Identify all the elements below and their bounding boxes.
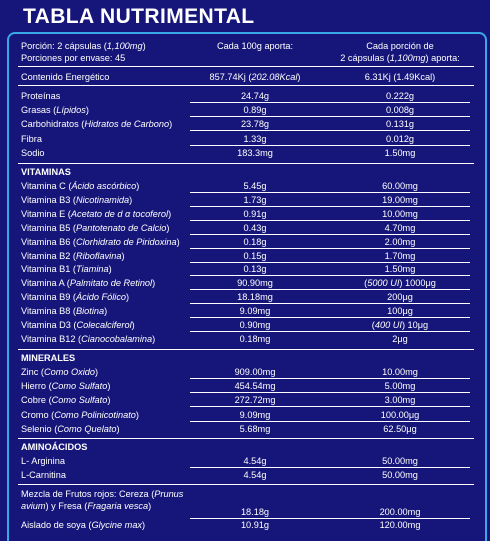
serving-weight: 1,100mg <box>106 41 143 51</box>
nutrient-close: ) <box>152 333 156 344</box>
per-serving-amount: ) 10μg <box>401 320 429 330</box>
nutrient-source: Lípidos <box>56 105 86 116</box>
col-per-serving-header-1: Cada porción de <box>366 41 434 51</box>
per-serving-value: 0.008g <box>385 105 415 116</box>
col-per-100g-header: Cada 100g aporta: <box>216 41 294 51</box>
per-100g-value: 454.54mg <box>234 381 276 392</box>
row-divider <box>190 145 470 146</box>
per-100g-value: 909.00mg <box>234 367 276 377</box>
row-divider <box>190 378 470 379</box>
energy-kcal: 202.08Kcal <box>251 72 298 82</box>
row-divider <box>190 248 470 249</box>
divider <box>18 85 474 86</box>
per-100g-value: 0.18g <box>243 236 267 247</box>
soya-label <box>21 519 145 531</box>
row-divider <box>190 331 470 332</box>
soya-per-serving: 120.00mg <box>379 520 421 530</box>
per-serving-value: 2.00mg <box>384 236 416 247</box>
nutrient-name: Fibra <box>21 133 42 144</box>
frutos-latin-3: Fragaria vesca <box>87 501 149 511</box>
row-divider <box>190 206 470 207</box>
nutrient-close: ) <box>131 320 135 330</box>
serving-label: Porción: 2 cápsulas ( <box>21 41 107 51</box>
per-serving-text: ( <box>364 278 368 289</box>
row-divider <box>190 102 470 103</box>
nutrient-source: Cianocobalamina <box>81 333 153 344</box>
per-100g-value: 0.89g <box>243 105 267 116</box>
per-100g-value: 5.68mg <box>239 423 271 434</box>
nutrient-label <box>21 394 110 406</box>
per-serving-value: 62.50μg <box>383 423 417 434</box>
nutrient-close: ) <box>129 194 133 205</box>
per-serving-value: 100.00μg <box>380 409 420 420</box>
nutrient-label <box>21 333 155 345</box>
nutrient-close: ) <box>108 264 112 275</box>
per-100g-value: 1.33g <box>243 133 267 144</box>
nutrient-close: ) <box>85 105 89 116</box>
nutrient-source: Como Oxido <box>43 367 96 377</box>
nutrient-label <box>21 455 65 467</box>
nutrient-label <box>21 90 60 102</box>
frutos-latin-1: Prunus <box>154 489 184 499</box>
row-divider <box>190 262 470 263</box>
per-serving-value <box>325 319 475 331</box>
row-divider <box>190 234 470 235</box>
nutrient-name: Vitamina B6 ( <box>21 236 76 247</box>
nutrient-source: Acetato de d α tocoferol <box>70 208 169 219</box>
col3-text-it: 1,100mg <box>389 53 426 63</box>
per-100g-value: 4.54g <box>243 456 267 466</box>
nutrient-close: ) <box>95 367 99 377</box>
per-serving-amount: ) 1000μg <box>399 278 436 289</box>
per-serving-value: 50.00mg <box>382 456 418 466</box>
nutrient-label <box>21 118 172 130</box>
row-divider <box>190 192 470 193</box>
per-serving-value: 10.00mg <box>382 208 418 219</box>
frutos-label-2 <box>21 500 151 512</box>
frutos-text-c: ) <box>148 501 152 511</box>
frutos-per-100g: 18.18g <box>240 507 270 517</box>
per-100g-value: 1.73g <box>243 194 267 205</box>
energy-label: Contenido Energético <box>21 72 110 82</box>
table-title: TABLA NUTRIMENTAL <box>23 5 255 28</box>
nutrient-source: Como Sulfato <box>51 395 108 406</box>
per-serving-value: 1.70mg <box>384 250 416 261</box>
nutrient-name: Zinc ( <box>21 367 44 377</box>
nutrient-label <box>21 409 139 421</box>
nutrient-name: Vitamina A ( <box>21 278 70 289</box>
nutrient-name: L- Arginina <box>21 456 65 466</box>
servings-per-container: Porciones por envase: 45 <box>21 53 126 63</box>
nutrient-name: Vitamina B9 ( <box>21 292 76 303</box>
aminoacidos-title: AMINOÁCIDOS <box>21 442 88 452</box>
nutrient-label <box>21 423 120 435</box>
per-serving-value: 0.222g <box>385 91 415 101</box>
nutrient-source: Tiamina <box>75 264 109 275</box>
nutrient-name: Hierro ( <box>21 381 52 392</box>
nutrient-name: Vitamina B12 ( <box>21 333 82 344</box>
per-100g-value: 183.3mg <box>237 147 273 158</box>
per-serving-value: 1.50mg <box>384 264 416 275</box>
nutrient-close: ) <box>136 181 140 191</box>
nutrient-label <box>21 366 98 378</box>
nutrient-label <box>21 194 132 206</box>
per-serving-value <box>325 277 475 289</box>
per-serving-value: 19.00mg <box>382 194 418 205</box>
per-serving-value: 1.50mg <box>384 147 416 158</box>
per-100g-value: 90.90mg <box>237 278 273 289</box>
nutrient-source: Biotina <box>75 306 105 317</box>
nutrient-close: ) <box>166 222 170 233</box>
nutrient-label <box>21 236 180 248</box>
row-divider <box>190 289 470 290</box>
nutrient-name: Vitamina B3 ( <box>21 194 76 205</box>
nutrient-label <box>21 305 107 317</box>
soya-latin: Glycine max <box>91 520 143 530</box>
per-100g-value: 0.18mg <box>239 333 271 344</box>
serving-size <box>21 40 146 52</box>
nutrient-source: Clorhidrato de Piridoxina <box>75 236 177 247</box>
frutos-text-b: ) y Fresa ( <box>45 501 88 511</box>
energy-per-serving: 6.31Kj (1.49Kcal) <box>364 72 436 82</box>
nutrient-source: Como Polinicotinato <box>54 409 136 420</box>
nutrient-close: ) <box>168 208 172 219</box>
per-serving-value: 0.012g <box>385 133 415 144</box>
nutrient-name: L-Carnitina <box>21 470 66 480</box>
nutrient-label <box>21 469 66 481</box>
nutrient-source: Pantotenato de Calcio <box>75 222 167 233</box>
nutrient-name: Cromo ( <box>21 409 55 420</box>
nutrient-source: Riboflavina <box>75 250 122 261</box>
nutrient-close: ) <box>116 423 120 434</box>
nutrient-label <box>21 133 42 145</box>
row-divider <box>190 392 470 393</box>
divider <box>18 438 474 439</box>
frutos-per-serving: 200.00mg <box>379 507 421 517</box>
nutrient-name: Vitamina E ( <box>21 208 71 219</box>
nutrient-close: ) <box>152 278 156 289</box>
vitaminas-title: VITAMINAS <box>21 167 71 177</box>
per-100g-value: 0.13g <box>243 264 267 275</box>
per-serving-value: 3.00mg <box>384 395 416 406</box>
nutrient-label <box>21 263 112 275</box>
frutos-latin-2: avium <box>21 501 46 511</box>
nutrient-source: Como Quelato <box>57 423 117 434</box>
serving-close: ) <box>142 41 146 51</box>
soya-per-100g: 10.91g <box>240 520 270 530</box>
frutos-text-a: Mezcla de Frutos rojos: Cereza ( <box>21 489 155 499</box>
energy-per-100g <box>190 71 320 83</box>
nutrient-name: Vitamina C ( <box>21 181 72 191</box>
divider <box>18 484 474 485</box>
per-serving-value: 60.00mg <box>382 181 418 191</box>
nutrient-source: Ácido Fólico <box>75 292 127 303</box>
nutrient-name: Vitamina B5 ( <box>21 222 76 233</box>
nutrient-name: Vitamina B8 ( <box>21 306 76 317</box>
nutrient-close: ) <box>107 395 111 406</box>
row-divider <box>190 220 470 221</box>
row-divider <box>190 116 470 117</box>
col3-text-a: 2 cápsulas ( <box>340 53 390 63</box>
nutrient-label <box>21 104 89 116</box>
nutrient-label <box>21 208 171 220</box>
nutrient-source: Colecalciferol <box>76 320 132 330</box>
frutos-label-1 <box>21 488 183 500</box>
row-divider <box>190 275 470 276</box>
row-divider <box>190 406 470 407</box>
nutrient-name: Vitamina D3 ( <box>21 320 77 330</box>
row-divider <box>190 421 470 422</box>
nutrient-source: Palmitato de Retinol <box>69 278 153 289</box>
divider <box>18 66 474 67</box>
col-per-serving-header-2 <box>325 52 475 64</box>
nutrient-label <box>21 180 139 192</box>
per-100g-value: 24.74g <box>240 91 270 101</box>
row-divider <box>190 303 470 304</box>
nutrient-source: Ácido ascórbico <box>71 181 137 191</box>
nutrient-close: ) <box>104 306 108 317</box>
nutrient-label <box>21 147 45 159</box>
per-100g-value: 0.90mg <box>239 320 271 330</box>
per-100g-value: 0.91g <box>243 208 267 219</box>
nutrient-label <box>21 380 110 392</box>
energy-v1a: 857.74Kj ( <box>209 72 252 82</box>
per-100g-value: 5.45g <box>243 181 267 191</box>
energy-v1b: ) <box>297 72 301 82</box>
nutrient-name: Proteínas <box>21 91 61 101</box>
per-serving-value: 50.00mg <box>382 470 418 480</box>
per-100g-value: 0.15g <box>243 250 267 261</box>
per-serving-ui: 400 UI <box>374 320 402 330</box>
per-serving-value: 5.00mg <box>384 381 416 392</box>
row-divider <box>190 467 470 468</box>
nutrient-name: Carbohidratos ( <box>21 119 85 130</box>
per-serving-value: 2μg <box>392 333 408 344</box>
nutrient-name: Vitamina B2 ( <box>21 250 76 261</box>
row-divider <box>190 317 470 318</box>
nutrient-label <box>21 250 125 262</box>
nutrient-close: ) <box>176 236 180 247</box>
nutrient-label <box>21 319 135 331</box>
nutrient-source: Como Sulfato <box>51 381 108 392</box>
minerales-title: MINERALES <box>21 353 76 363</box>
per-100g-value: 272.72mg <box>234 395 276 406</box>
per-serving-value: 200μg <box>387 292 413 303</box>
nutrient-close: ) <box>107 381 111 392</box>
per-100g-value: 0.43g <box>243 222 267 233</box>
nutrient-label <box>21 222 169 234</box>
nutrient-close: ) <box>135 409 139 420</box>
per-serving-value: 0.131g <box>385 119 415 130</box>
per-serving-value: 10.00mg <box>382 367 418 377</box>
soya-text: Aislado de soya ( <box>21 520 92 530</box>
nutrient-close: ) <box>126 292 130 303</box>
nutrient-close: ) <box>121 250 125 261</box>
nutrient-source: Nicotinamida <box>75 194 130 205</box>
nutrient-name: Grasas ( <box>21 105 57 116</box>
per-serving-value: 4.70mg <box>384 222 416 233</box>
per-serving-ui: 5000 UI <box>367 278 400 289</box>
nutrient-label <box>21 291 129 303</box>
per-serving-text: ( <box>371 320 375 330</box>
nutrient-name: Vitamina B1 ( <box>21 264 76 275</box>
soya-close: ) <box>142 520 146 530</box>
per-100g-value: 4.54g <box>243 470 267 480</box>
per-serving-value: 100μg <box>387 306 413 317</box>
per-100g-value: 18.18mg <box>237 292 273 303</box>
per-100g-value: 9.09mg <box>239 306 271 317</box>
nutrient-name: Selenio ( <box>21 423 58 434</box>
nutrient-label <box>21 277 155 289</box>
divider <box>18 163 474 164</box>
nutrient-name: Sodio <box>21 147 45 158</box>
per-100g-value: 9.09mg <box>239 409 271 420</box>
nutrient-source: Hidratos de Carbono <box>84 119 170 130</box>
col3-text-b: ) aporta: <box>425 53 460 63</box>
row-divider <box>190 130 470 131</box>
per-100g-value: 23.78g <box>240 119 270 130</box>
divider <box>18 349 474 350</box>
nutrient-close: ) <box>169 119 173 130</box>
nutrient-name: Cobre ( <box>21 395 52 406</box>
